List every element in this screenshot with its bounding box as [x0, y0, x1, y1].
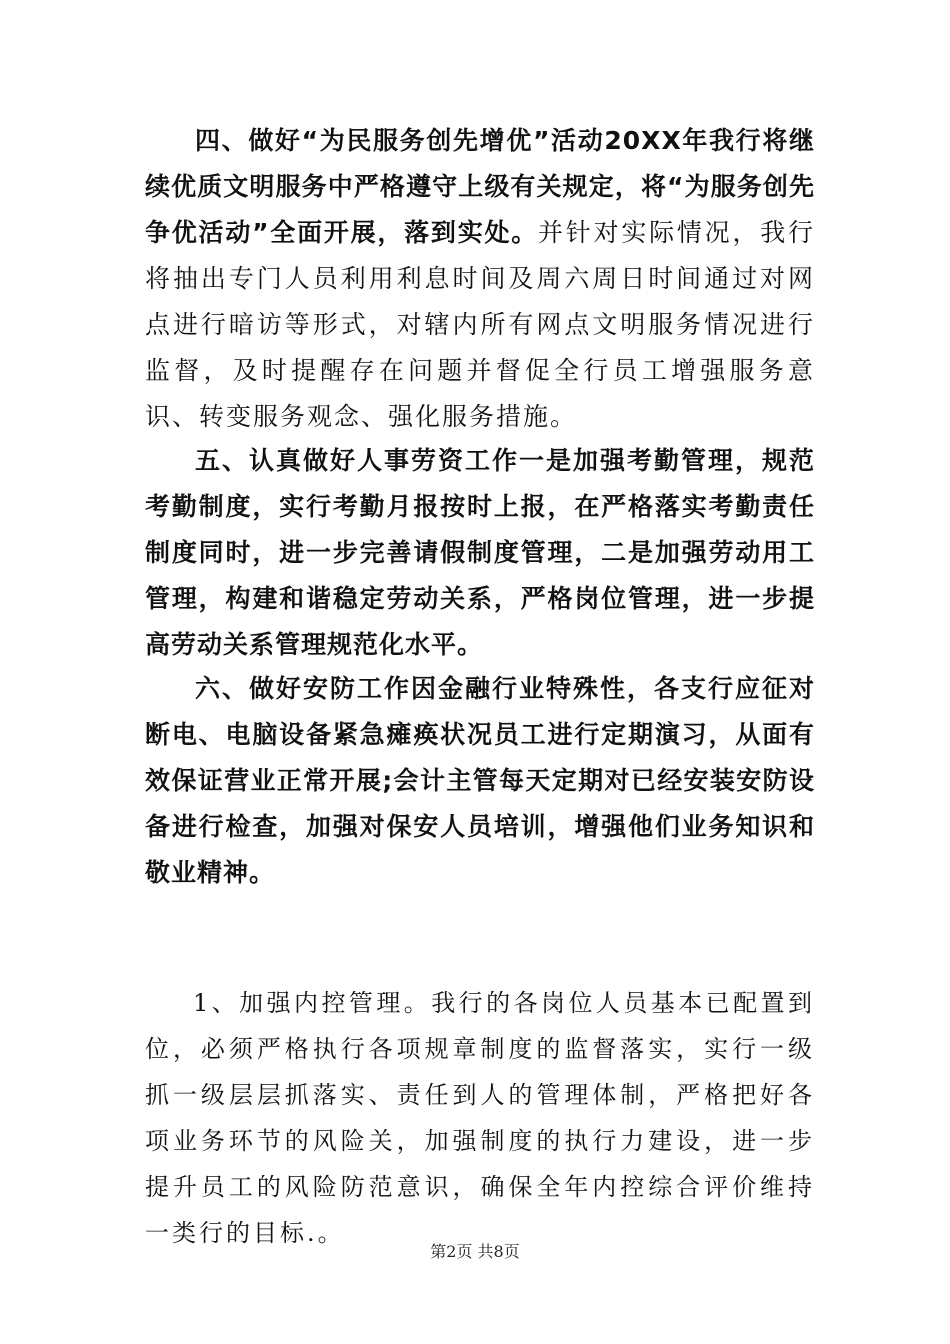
paragraph-internal-control: 1、加强内控管理。我行的各岗位人员基本已配置到位，必须严格执行各项规章制度的监督落实，实行一级抓一级层层抓落实、责任到人的管理体制，严格把好各项业务环节的风险关，加强制度的执行力建设，进一步提升员工的风险防范意识，确保全年内控综合评价维持一类行的目标.。 — [145, 989, 815, 1247]
paragraph-personnel-work: 五、认真做好人事劳资工作一是加强考勤管理，规范考勤制度，实行考勤月报按时上报，在严格落实考勤责任制度同时，进一步完善请假制度管理，二是加强劳动用工管理，构建和谐稳定劳动关系，严格岗位管理，进一步提高劳动关系管理规范化水平。 — [145, 446, 815, 659]
paragraph-service-activity-light: 并针对实际情况，我行将抽出专门人员利用利息时间及周六周日时间通过对网点进行暗访等形式，对辖内所有网点文明服务情况进行监督，及时提醒存在问题并督促全行员工增强服务意识、转变服务观念、强化服务措施。 — [145, 218, 815, 431]
paragraph-service-activity-bold: 四、做好“为民服务创先增优”活动20XX年我行将继续优质文明服务中严格遵守上级有关规定，将“为服务创先争优活动”全面开展，落到实处。 — [145, 126, 815, 247]
page-footer: 第2页 共8页 — [430, 1242, 520, 1261]
paragraph-service-activity — [145, 118, 815, 440]
paragraph-security-work: 六、做好安防工作因金融行业特殊性，各支行应征对断电、电脑设备紧急瘫痪状况员工进行定期演习，从面有效保证营业正常开展;会计主管每天定期对已经安装安防设备进行检查，加强对保安人员培训，增强他们业务知识和敬业精神。 — [145, 674, 815, 887]
